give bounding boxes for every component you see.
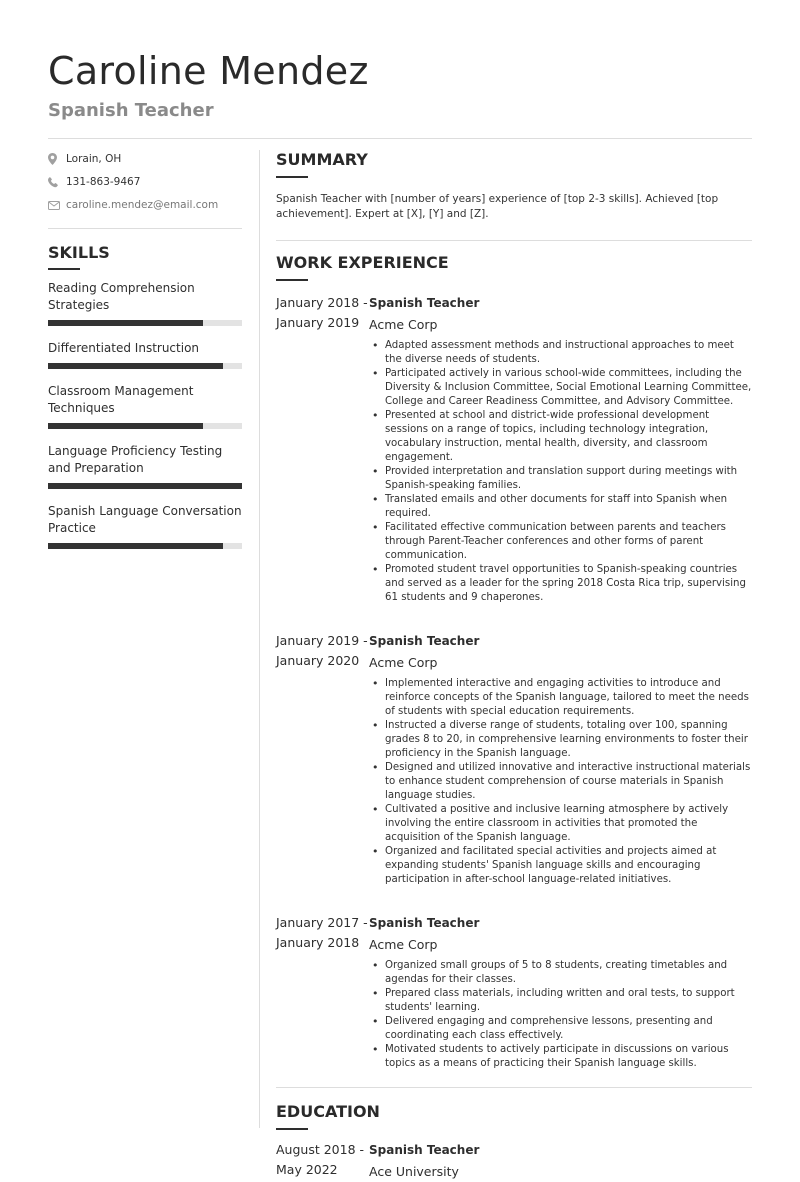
envelope-icon	[48, 201, 66, 210]
job-details	[369, 913, 752, 955]
job-bullets	[369, 339, 752, 605]
job-bullet: • Provided interpretation and translation support during meetings with Spanish-speaking families.	[369, 465, 752, 493]
job-date-end: January 2020	[276, 653, 360, 668]
right-column	[276, 150, 752, 1182]
job-bullet: • Organized and facilitated special activities and projects aimed at expanding students' Spanish language skills and encouraging participation in after-school language-related initiatives.	[369, 845, 752, 887]
job-company: Acme Corp	[369, 317, 438, 332]
summary-text: Spanish Teacher with [number of years] experience of [top 2-3 skills]. Achieved [top achievement]. Expert at [X], [Y] and [Z].	[276, 193, 719, 220]
job-bullet: • Designed and utilized innovative and interactive instructional materials to enhance student comprehension of course materials in Spanish language studies.	[369, 761, 752, 803]
section-divider	[276, 240, 752, 241]
skill-item	[48, 340, 242, 369]
job-role: Spanish Teacher	[369, 296, 480, 310]
job-bullet: • Presented at school and district-wide professional development sessions on a range of topics, including technology integration, vocabulary instruction, mental health, diversity, and classroom engagement.	[369, 409, 752, 465]
education-date-start: August 2018 -	[276, 1142, 365, 1157]
contact-location	[48, 148, 242, 170]
job-bullet: • Implemented interactive and engaging activities to introduce and reinforce concepts of the Spanish language, tailored to meet the needs of students with special education requirements.	[369, 677, 752, 719]
skill-level-fill	[48, 483, 242, 489]
job-bullet: • Motivated students to actively participate in discussions on various topics as a means of practicing their Spanish language skills.	[369, 1043, 752, 1071]
skill-item	[48, 280, 242, 326]
left-column	[48, 148, 242, 563]
job-entry	[276, 913, 752, 955]
education-school: Ace University	[369, 1164, 459, 1179]
education-degree: Spanish Teacher	[369, 1143, 480, 1157]
job-date-start: January 2019 -	[276, 633, 368, 648]
job-bullets	[369, 677, 752, 887]
job-details	[369, 631, 752, 673]
location-text: Lorain, OH	[66, 153, 122, 165]
work-experience-heading-underline	[276, 279, 308, 281]
job-date-end: January 2018	[276, 935, 360, 950]
contact-divider	[48, 228, 242, 229]
contact-phone	[48, 171, 242, 193]
skills-list	[48, 280, 242, 549]
skill-level-fill	[48, 543, 223, 549]
job-bullet: • Instructed a diverse range of students, totaling over 100, spanning grades 8 to 20, in comprehensive learning environments to foster their proficiency in the Spanish language.	[369, 719, 752, 761]
job-entry	[276, 293, 752, 335]
skill-item	[48, 443, 242, 489]
skill-level-bar	[48, 320, 242, 326]
skill-level-fill	[48, 423, 203, 429]
job-date-start: January 2018 -	[276, 295, 368, 310]
skill-level-fill	[48, 320, 203, 326]
job-bullet: • Facilitated effective communication between parents and teachers through Parent-Teacher conferences and other forms of parent communication.	[369, 521, 752, 563]
candidate-name: Caroline Mendez	[48, 49, 369, 93]
summary-heading-underline	[276, 176, 308, 178]
job-bullet: • Translated emails and other documents for staff into Spanish when required.	[369, 493, 752, 521]
skill-label: Reading Comprehension Strategies	[48, 281, 195, 312]
skill-level-bar	[48, 483, 242, 489]
skill-item	[48, 503, 242, 549]
job-date-end: January 2019	[276, 315, 360, 330]
skill-label: Spanish Language Conversation Practice	[48, 504, 242, 535]
education-heading-underline	[276, 1128, 308, 1130]
email-link[interactable]: caroline.mendez@email.com	[66, 199, 219, 211]
skill-item	[48, 383, 242, 429]
skill-label: Language Proficiency Testing and Preparation	[48, 444, 223, 475]
education-heading: EDUCATION	[276, 1102, 380, 1121]
skill-level-bar	[48, 363, 242, 369]
skill-label: Classroom Management Techniques	[48, 384, 194, 415]
job-company: Acme Corp	[369, 937, 438, 952]
skills-heading: SKILLS	[48, 243, 110, 262]
job-dates	[276, 913, 369, 955]
skill-level-bar	[48, 423, 242, 429]
skills-heading-underline	[48, 268, 80, 270]
skill-label: Differentiated Instruction	[48, 341, 200, 355]
candidate-title: Spanish Teacher	[48, 100, 214, 121]
summary-heading: SUMMARY	[276, 150, 368, 169]
header-divider	[48, 138, 752, 139]
job-bullet: • Organized small groups of 5 to 8 students, creating timetables and agendas for their classes.	[369, 959, 752, 987]
job-bullet: • Delivered engaging and comprehensive lessons, presenting and coordinating each class effectively.	[369, 1015, 752, 1043]
education-entry	[276, 1140, 752, 1182]
education-details	[369, 1140, 752, 1182]
job-role: Spanish Teacher	[369, 916, 480, 930]
job-bullets	[369, 959, 752, 1071]
education-date-end: May 2022	[276, 1162, 338, 1177]
education-dates	[276, 1140, 369, 1182]
job-bullet: • Prepared class materials, including written and oral tests, to support students' learning.	[369, 987, 752, 1015]
location-pin-icon	[48, 153, 66, 165]
job-dates	[276, 293, 369, 335]
skill-level-fill	[48, 363, 223, 369]
job-bullet: • Adapted assessment methods and instructional approaches to meet the diverse needs of students.	[369, 339, 752, 367]
job-company: Acme Corp	[369, 655, 438, 670]
job-bullet: • Cultivated a positive and inclusive learning atmosphere by actively involving the entire classroom in activities that promoted the acquisition of the Spanish language.	[369, 803, 752, 845]
skill-level-bar	[48, 543, 242, 549]
job-bullet: • Promoted student travel opportunities to Spanish-speaking countries and served as a leader for the spring 2018 Costa Rica trip, supervising 61 students and 9 chaperones.	[369, 563, 752, 605]
phone-text: 131-863-9467	[66, 176, 141, 188]
job-dates	[276, 631, 369, 673]
work-experience-heading: WORK EXPERIENCE	[276, 253, 449, 272]
section-divider	[276, 1087, 752, 1088]
job-date-start: January 2017 -	[276, 915, 368, 930]
phone-icon	[48, 177, 66, 188]
job-details	[369, 293, 752, 335]
resume-header	[48, 48, 369, 121]
contact-email	[48, 194, 242, 216]
job-bullet: • Participated actively in various school-wide committees, including the Diversity & Inclusion Committee, Social Emotional Learning Committee, College and Career Readiness Committee, and Advisory Committee.	[369, 367, 752, 409]
column-divider	[259, 150, 260, 1128]
job-role: Spanish Teacher	[369, 634, 480, 648]
job-entry	[276, 631, 752, 673]
